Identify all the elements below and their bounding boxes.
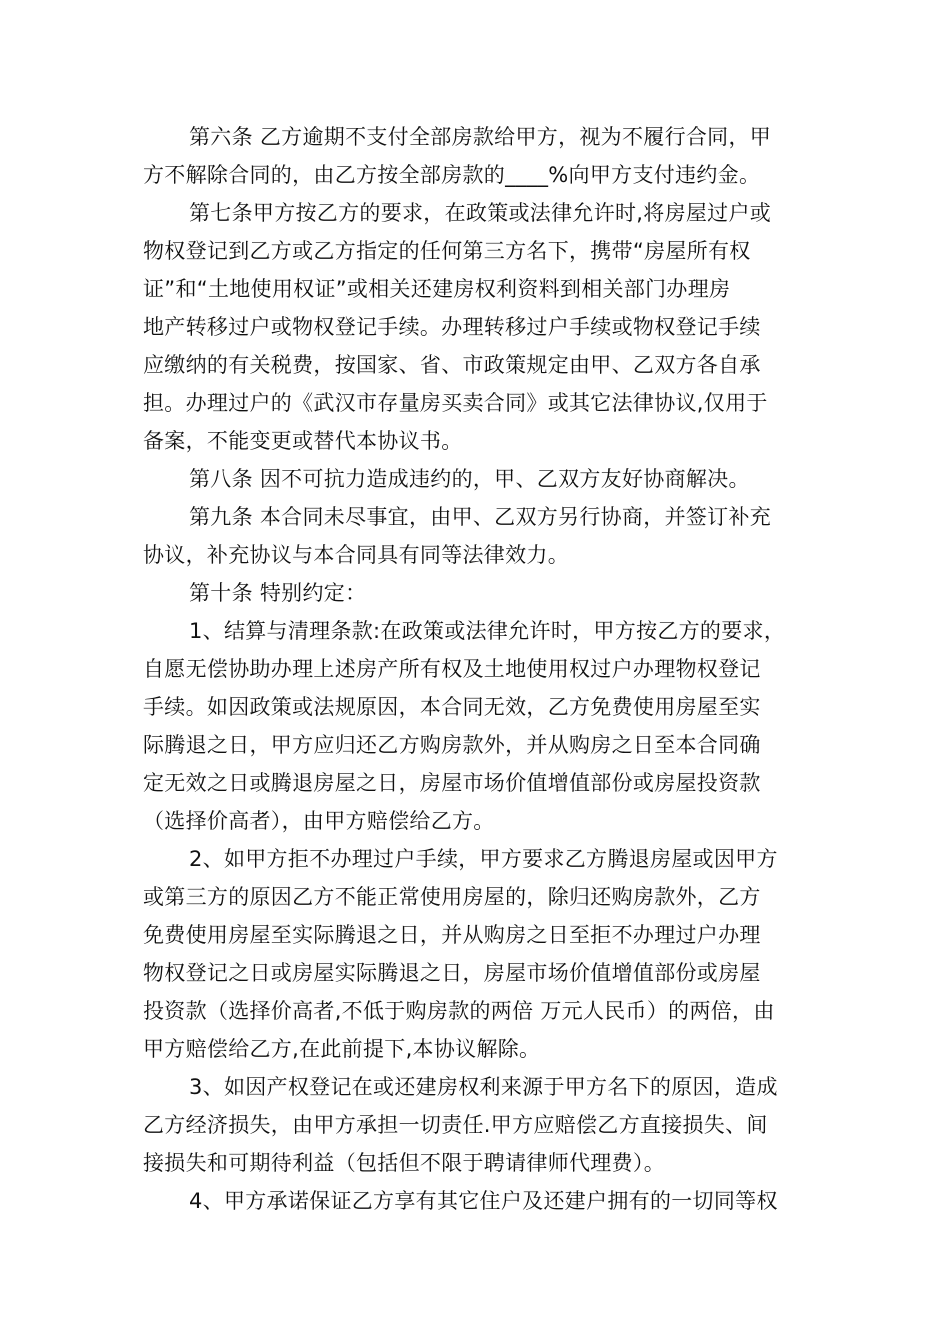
text-line: 担。办理过户的《武汉市存量房买卖合同》或其它法律协议,仅用于 <box>143 391 768 415</box>
text-line: 2、如甲方拒不办理过户手续，甲方要求乙方腾退房屋或因甲方 <box>189 847 778 871</box>
text-line: 备案，不能变更或替代本协议书。 <box>143 429 463 453</box>
text-line: 物权登记之日或房屋实际腾退之日，房屋市场价值增值部份或房屋 <box>143 961 761 985</box>
text-line: 应缴纳的有关税费，按国家、省、市政策规定由甲、乙双方各自承 <box>143 353 761 377</box>
text-line: 乙方经济损失，由甲方承担一切责任.甲方应赔偿乙方直接损失、间 <box>143 1113 768 1137</box>
text-line: 投资款（选择价高者,不低于购房款的两倍 万元人民币）的两倍，由 <box>143 999 775 1023</box>
text-line: 1、结算与清理条款:在政策或法律允许时，甲方按乙方的要求， <box>189 619 786 643</box>
text-line: 第九条 本合同未尽事宜，由甲、乙双方另行协商，并签订补充 <box>189 505 772 529</box>
text-line: 第十条 特别约定： <box>189 581 367 605</box>
text-line: （选择价高者），由甲方赔偿给乙方。 <box>143 809 495 833</box>
text-line: 物权登记到乙方或乙方指定的任何第三方名下，携带“房屋所有权 <box>143 239 751 263</box>
text-line: 方不解除合同的，由乙方按全部房款的____%向甲方支付违约金。 <box>143 163 761 187</box>
text-line: 自愿无偿协助办理上述房产所有权及土地使用权过户办理物权登记 <box>143 657 761 681</box>
text-line: 定无效之日或腾退房屋之日，房屋市场价值增值部份或房屋投资款 <box>143 771 761 795</box>
text-line: 免费使用房屋至实际腾退之日，并从购房之日至拒不办理过户办理 <box>143 923 761 947</box>
text-line: 证”和“土地使用权证”或相关还建房权利资料到相关部门办理房 <box>143 277 731 301</box>
text-line: 第七条甲方按乙方的要求，在政策或法律允许时,将房屋过户或 <box>189 201 772 225</box>
text-line: 第六条 乙方逾期不支付全部房款给甲方，视为不履行合同，甲 <box>189 125 772 149</box>
text-line: 4、甲方承诺保证乙方享有其它住户及还建户拥有的一切同等权 <box>189 1189 778 1213</box>
text-line: 接损失和可期待利益（包括但不限于聘请律师代理费）。 <box>143 1151 665 1175</box>
text-line: 际腾退之日，甲方应归还乙方购房款外，并从购房之日至本合同确 <box>143 733 761 757</box>
text-line: 协议，补充协议与本合同具有同等法律效力。 <box>143 543 569 567</box>
text-line: 地产转移过户或物权登记手续。办理转移过户手续或物权登记手续 <box>143 315 761 339</box>
text-line: 3、如因产权登记在或还建房权利来源于甲方名下的原因，造成 <box>189 1075 778 1099</box>
text-line: 第八条 因不可抗力造成违约的，甲、乙双方友好协商解决。 <box>189 467 750 491</box>
text-line: 甲方赔偿给乙方,在此前提下,本协议解除。 <box>143 1037 541 1061</box>
text-line: 或第三方的原因乙方不能正常使用房屋的，除归还购房款外，乙方 <box>143 885 761 909</box>
text-line: 手续。如因政策或法规原因，本合同无效，乙方免费使用房屋至实 <box>143 695 761 719</box>
